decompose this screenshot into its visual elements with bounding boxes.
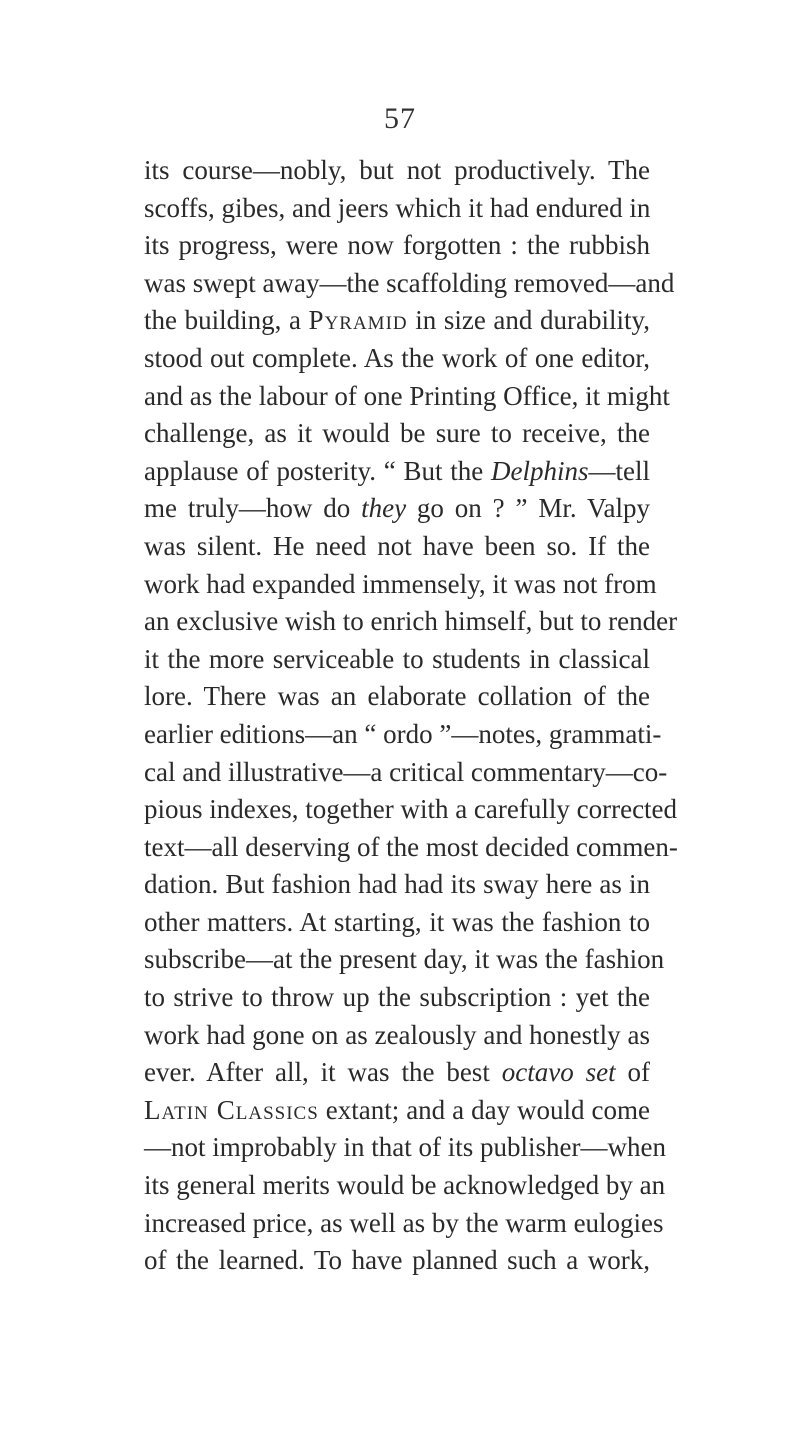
text-line (144, 678, 650, 716)
small-caps-text: Pyramid (308, 305, 408, 336)
text-line (144, 979, 650, 1017)
text-line (144, 791, 678, 829)
text-line (144, 641, 650, 679)
text-segment: and as the labour of one Printing Office, it might (144, 380, 670, 411)
text-segment: work had gone on as zealously and honestly as (144, 1019, 650, 1050)
text-line (144, 1205, 664, 1243)
text-line (144, 716, 662, 754)
body-text (144, 152, 678, 1280)
text-segment: an exclusive wish to enrich himself, but to render (144, 606, 678, 637)
text-line (144, 754, 668, 792)
text-segment: of (615, 1057, 651, 1088)
text-segment: in size and durability, (407, 305, 650, 336)
text-line (144, 1054, 650, 1092)
text-segment: go on ? ” Mr. Valpy (406, 493, 650, 524)
text-segment: of the learned. To have planned such a work, (144, 1245, 650, 1276)
text-line (144, 1242, 650, 1280)
text-line (144, 829, 678, 867)
text-line (144, 566, 657, 604)
text-line (144, 415, 650, 453)
text-segment: challenge, as it would be sure to receive, the (144, 418, 650, 449)
text-line (144, 528, 650, 566)
text-line (144, 941, 665, 979)
text-segment: other matters. At starting, it was the fashion to (144, 906, 650, 937)
text-segment: its course—nobly, but not productively. The (144, 155, 650, 185)
text-segment: earlier editions—an “ ordo ”—notes, grammati- (144, 718, 662, 749)
text-segment: —not improbably in that of its publisher—when (144, 1132, 666, 1163)
text-segment: stood out complete. As the work of one editor, (144, 342, 650, 373)
italic-text: Delphins (491, 455, 589, 486)
text-line (144, 265, 675, 303)
text-segment: scoffs, gibes, and jeers which it had endured in (144, 192, 651, 223)
text-segment: was swept away—the scaffolding removed—and (144, 267, 675, 298)
text-segment: work had expanded immensely, it was not from (144, 568, 657, 599)
text-segment: applause of posterity. “ But the (144, 455, 491, 486)
text-line (144, 904, 650, 942)
text-segment: was silent. He need not have been so. If the (144, 530, 650, 561)
text-segment: text—all deserving of the most decided commen- (144, 831, 678, 862)
text-line (144, 340, 650, 378)
text-line (144, 378, 670, 416)
text-segment: pious indexes, together with a carefully corrected (144, 794, 678, 825)
text-line (144, 190, 650, 228)
text-line (144, 1167, 666, 1205)
text-segment: dation. But fashion had had its sway here as in (144, 869, 650, 900)
italic-text: octavo set (501, 1057, 616, 1088)
text-segment: its general merits would be acknowledged by an (144, 1170, 666, 1201)
text-line (144, 1017, 650, 1055)
text-segment: to strive to throw up the subscription : yet the (144, 982, 650, 1013)
page-number: 57 (384, 102, 416, 135)
text-segment: me truly—how do (144, 493, 362, 524)
text-segment: cal and illustrative—a critical commentary—co- (144, 756, 668, 787)
text-segment: its progress, were now forgotten : the rubbish (144, 230, 650, 261)
text-segment: increased price, as well as by the warm eulogies (144, 1207, 664, 1238)
text-segment: extant; and a day would come (318, 1094, 650, 1125)
text-line (144, 603, 678, 641)
text-line (144, 227, 650, 265)
text-line (144, 1092, 650, 1130)
text-segment: subscribe—at the present day, it was the fashion (144, 944, 665, 975)
italic-text: they (361, 493, 407, 524)
text-segment: it the more serviceable to students in classical (144, 643, 650, 674)
text-segment: lore. There was an elaborate collation of the (144, 681, 650, 712)
text-line (144, 866, 650, 904)
text-line (144, 152, 650, 190)
text-line (144, 1129, 666, 1167)
text-line (144, 453, 650, 491)
text-line (144, 302, 650, 340)
small-caps-text: Latin Classics (144, 1094, 319, 1125)
text-segment: —tell (588, 455, 650, 486)
text-segment: ever. After all, it was the best (144, 1057, 502, 1088)
text-segment: the building, a (144, 305, 309, 336)
text-line (144, 490, 650, 528)
